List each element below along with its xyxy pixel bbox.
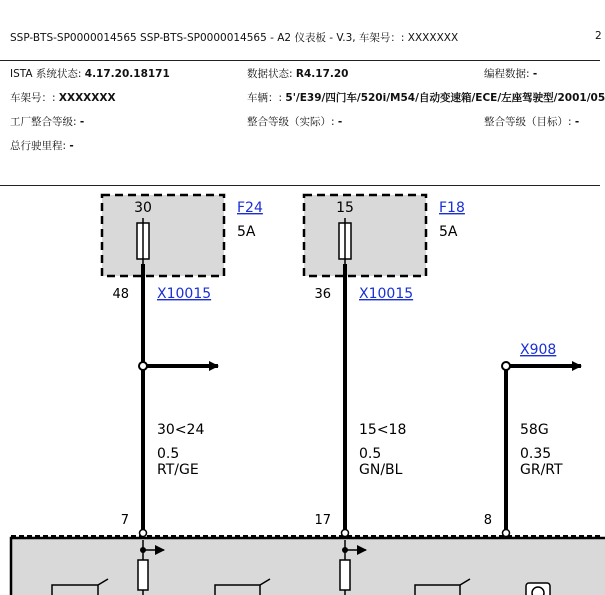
vin-label: 车架号：: xyxy=(10,92,59,104)
wire-58g-color: GR/RT xyxy=(520,462,563,478)
wire-30-24 xyxy=(121,276,218,536)
wire-58g-junction xyxy=(502,362,510,370)
ista-status-label: ISTA 系统状态: xyxy=(10,68,85,80)
instrument-cluster-box xyxy=(11,530,605,595)
wire-15-18-gauge: 0.5 xyxy=(359,446,382,462)
actual-integration-value: - xyxy=(337,116,343,128)
programming-data-label: 编程数据: xyxy=(484,68,533,80)
lamp-symbol-box xyxy=(526,583,550,595)
vehicle-label: 车辆：: xyxy=(247,92,286,104)
actual-integration-label: 整合等级（实际）: xyxy=(247,116,338,128)
ista-status-value: 4.17.20.18171 xyxy=(84,68,170,80)
fuse-f18-link[interactable]: F18 xyxy=(439,200,465,216)
data-status-value: R4.17.20 xyxy=(295,68,349,80)
fuse-f24-pin: 48 xyxy=(112,287,129,302)
wire-30-24-color: RT/GE xyxy=(157,462,199,478)
programming-data-value: - xyxy=(532,68,538,80)
fuse-f18-box xyxy=(304,195,426,276)
wire-30-24-signal: 30<24 xyxy=(157,422,205,438)
fuse-f24-terminal: 30 xyxy=(134,200,152,216)
fuse-f24-rating: 5A xyxy=(237,224,256,240)
fuse-f24 xyxy=(102,195,263,276)
target-integration-label: 整合等级（目标）: xyxy=(484,116,575,128)
wire-58g-pin: 8 xyxy=(483,513,492,528)
fuse-f24-link[interactable]: F24 xyxy=(237,200,263,216)
resistor-2 xyxy=(340,560,350,590)
wire-58g-signal: 58G xyxy=(520,422,549,438)
instrument-cluster-body xyxy=(11,538,605,595)
fuse-f18 xyxy=(304,195,465,276)
fuse-f18-pin: 36 xyxy=(314,287,331,302)
wire-15-18-pin: 17 xyxy=(314,513,331,528)
page-number: 2 xyxy=(595,30,602,42)
wire-58g-gauge: 0.35 xyxy=(520,446,552,462)
fuse-f24-box xyxy=(102,195,224,276)
connector-x10015-link-2[interactable]: X10015 xyxy=(359,286,414,302)
data-status-label: 数据状态: xyxy=(247,68,296,80)
total-mileage-label: 总行驶里程: xyxy=(10,140,70,152)
wire-15-18-signal: 15<18 xyxy=(359,422,407,438)
wire-30-24-junction xyxy=(139,362,147,370)
wire-15-18 xyxy=(314,276,406,536)
connector-x908-link[interactable]: X908 xyxy=(520,342,557,358)
fuse-f18-terminal: 15 xyxy=(336,200,354,216)
wire-30-24-gauge: 0.5 xyxy=(157,446,180,462)
document-title: SSP-BTS-SP0000014565 SSP-BTS-SP0000014565 - A2 仪表板 - V.3, 车架号：: XXXXXXX xyxy=(10,32,459,44)
connector-x10015-link-1[interactable]: X10015 xyxy=(157,286,212,302)
factory-integration-value: - xyxy=(79,116,85,128)
factory-integration-label: 工厂整合等级: xyxy=(10,116,80,128)
target-integration-value: - xyxy=(574,116,580,128)
wire-15-18-color: GN/BL xyxy=(359,462,403,478)
vin-value: XXXXXXX xyxy=(58,92,116,104)
wire-30-24-pin: 7 xyxy=(120,513,129,528)
total-mileage-value: - xyxy=(69,140,74,152)
wire-58g xyxy=(484,342,581,536)
fuse-f18-rating: 5A xyxy=(439,224,458,240)
vehicle-value: 5'/E39/四门车/520i/M54/自动变速箱/ECE/左座驾驶型/2001/05 xyxy=(285,92,605,104)
resistor-1 xyxy=(138,560,148,590)
